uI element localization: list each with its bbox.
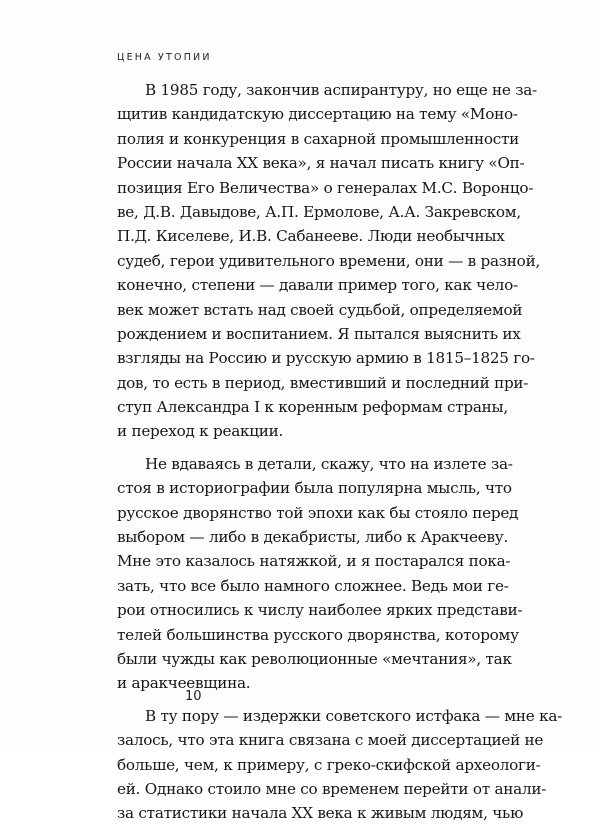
text-line: за статистики начала XX века к живым людям, чью — [117, 804, 524, 823]
text-line: залось, что эта книга связана с моей диссертацией не — [117, 731, 544, 750]
paragraph-gap — [117, 696, 477, 704]
text-line: ве, Д.В. Давыдове, А.П. Ермолове, А.А. Закревском, — [117, 202, 521, 221]
paragraph-3 — [117, 704, 563, 826]
text-line: ступ Александра I к коренным реформам страны, — [117, 398, 508, 417]
text-line: П.Д. Киселеве, И.В. Сабанееве. Люди необычных — [117, 227, 505, 246]
text-line: полия и конкуренция в сахарной промышленности — [117, 129, 520, 148]
body-text — [117, 78, 563, 826]
text-line: и аракчеевщина. — [117, 674, 251, 693]
text-line: судеб, герои удивительного времени, они — в разной, — [117, 251, 541, 270]
text-line: рои относились к числу наиболее ярких представи- — [117, 601, 523, 620]
text-line: В 1985 году, закончив аспирантуру, но еще не за- — [145, 81, 537, 99]
text-line: позиция Его Величества» о генералах М.С. Воронцо- — [117, 178, 534, 197]
text-line: рождением и воспитанием. Я пытался выяснить их — [117, 324, 521, 343]
text-line: телей большинства русского дворянства, которому — [117, 625, 519, 644]
text-line: больше, чем, к примеру, с греко-скифской археологи- — [117, 755, 541, 774]
text-line: были чужды как революционные «мечтания», так — [117, 649, 512, 668]
text-line: Мне это казалось натяжкой, и я постарался пока- — [117, 552, 511, 571]
paragraph-2 — [117, 452, 523, 696]
text-line: дов, то есть в период, вместивший и последний при- — [117, 373, 529, 392]
text-line: щитив кандидатскую диссертацию на тему «Моно- — [117, 105, 518, 124]
running-head: ЦЕНА УТОПИИ — [117, 52, 212, 63]
paragraph-gap — [117, 444, 477, 452]
text-line: стоя в историографии была популярна мысль, что — [117, 479, 512, 498]
text-line: В ту пору — издержки советского истфака — мне ка- — [145, 706, 563, 725]
text-line: выбором — либо в декабристы, либо к Аракчееву. — [117, 528, 509, 547]
text-line: Не вдаваясь в детали, скажу, что на излете за- — [145, 454, 513, 473]
paragraph-1 — [117, 78, 541, 444]
text-line: русское дворянство той эпохи как бы стояло перед — [117, 503, 519, 522]
text-line: век может встать над своей судьбой, определяемой — [117, 300, 523, 319]
text-line: конечно, степени — давали пример того, как чело- — [117, 276, 518, 295]
page-number: 10 — [185, 689, 202, 704]
text-line: и переход к реакции. — [117, 422, 284, 441]
text-line: ей. Однако стоило мне со временем перейти от анали- — [117, 779, 547, 798]
text-line: взгляды на Россию и русскую армию в 1815–1825 го- — [117, 349, 535, 368]
text-line: зать, что все было намного сложнее. Ведь мои ге- — [117, 576, 509, 595]
text-line: России начала XX века», я начал писать книгу «Оп- — [117, 154, 525, 173]
